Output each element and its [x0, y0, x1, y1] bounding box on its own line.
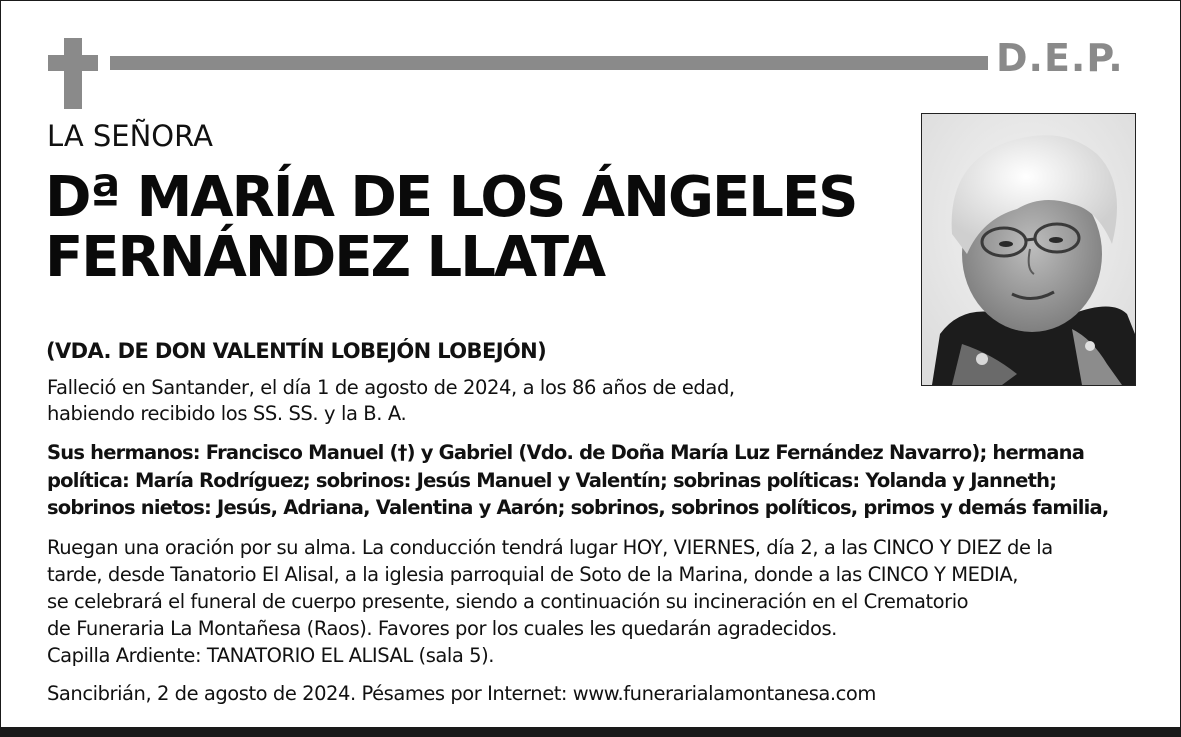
- ceremony-line: de Funeraria La Montañesa (Raos). Favores por los cuales les quedarán agradecidos.: [47, 617, 837, 640]
- portrait-photo: [921, 113, 1136, 386]
- ceremony-line: Capilla Ardiente: TANATORIO EL ALISAL (sala 5).: [47, 644, 495, 667]
- header-rule: [110, 56, 988, 70]
- footer-rule: [0, 727, 1181, 737]
- dep-label: D.E.P.: [996, 36, 1124, 80]
- name-line-2: FERNÁNDEZ LLATA: [45, 225, 605, 290]
- family-line: Sus hermanos: Francisco Manuel (†) y Gabriel (Vdo. de Doña María Luz Fernández Navarro); hermana: [47, 441, 1085, 464]
- ceremony-line: se celebrará el funeral de cuerpo presente, siendo a continuación su incineración en el Crematorio: [47, 590, 969, 613]
- family-line: sobrinos nietos: Jesús, Adriana, Valentina y Aarón; sobrinos, sobrinos políticos, primos y demás familia,: [47, 496, 1109, 519]
- name-line-1: Dª MARÍA DE LOS ÁNGELES: [45, 165, 857, 230]
- closing-line: Sancibrián, 2 de agosto de 2024. Pésames por Internet: www.funerarialamontanesa.com: [47, 682, 876, 705]
- ceremony-line: tarde, desde Tanatorio El Alisal, a la iglesia parroquial de Soto de la Marina, donde a las CINCO Y MEDIA,: [47, 563, 1018, 586]
- deceased-name: [45, 165, 905, 290]
- ceremony-line: Ruegan una oración por su alma. La conducción tendrá lugar HOY, VIERNES, día 2, a las CINCO Y DIEZ de la: [47, 536, 1053, 559]
- ceremony-details: [47, 534, 1137, 669]
- widow-of: (VDA. DE DON VALENTÍN LOBEJÓN LOBEJÓN): [46, 339, 547, 363]
- family-list: [47, 439, 1127, 522]
- family-line: política: María Rodríguez; sobrinos: Jesús Manuel y Valentín; sobrinas políticas: Yolanda y Janneth;: [47, 468, 1057, 492]
- death-details: [47, 375, 735, 427]
- intro-label: LA SEÑORA: [47, 119, 213, 153]
- death-line: habiendo recibido los SS. SS. y la B. A.: [47, 402, 407, 425]
- death-line: Falleció en Santander, el día 1 de agosto de 2024, a los 86 años de edad,: [47, 376, 735, 399]
